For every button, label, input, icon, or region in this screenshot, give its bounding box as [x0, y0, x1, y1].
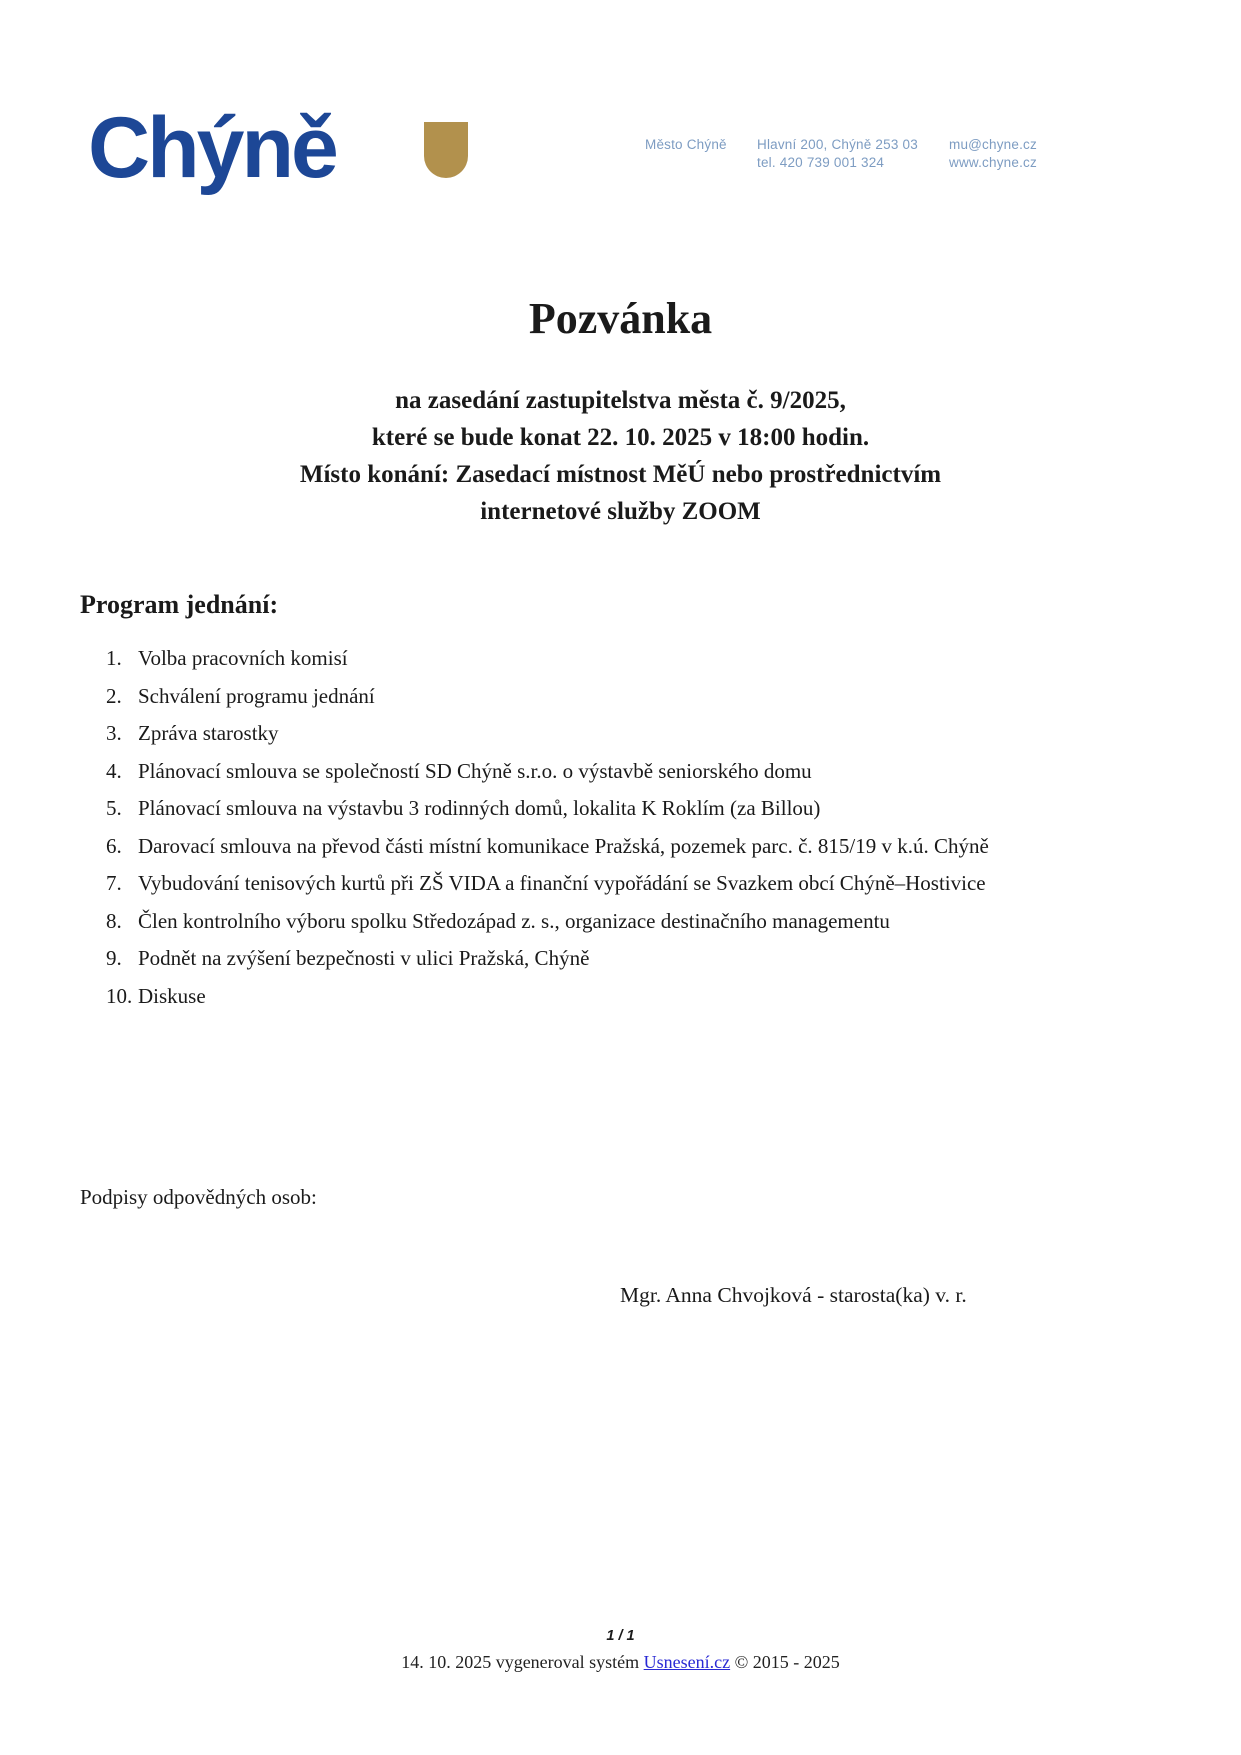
document-title: Pozvánka [528, 294, 713, 343]
logo-wordmark: Chýně [88, 100, 336, 196]
subtitle-line: Místo konání: Zasedací místnost MěÚ nebo prostřednictvím [299, 461, 942, 488]
generated-prefix: 14. 10. 2025 vygeneroval systém [401, 1652, 640, 1672]
website-text: www.chyne.cz [949, 155, 1037, 170]
page-indicator: 1 / 1 [606, 1628, 635, 1644]
signatures-label: Podpisy odpovědných osob: [80, 1185, 317, 1209]
org-name: Město Chýně [645, 137, 727, 152]
signer-name: Mgr. Anna Chvojková - starosta(ka) v. r. [620, 1283, 967, 1307]
agenda-item: Vybudování tenisových kurtů při ZŠ VIDA a finanční vypořádání se Svazkem obcí Chýně–Hostivice [138, 871, 986, 895]
agenda-item: Diskuse [138, 983, 206, 1008]
meeting-subtitle [0, 382, 1241, 530]
web-contact-block [949, 136, 1037, 172]
letterhead-contact-block [645, 136, 1037, 172]
agenda-item: Zpráva starostky [138, 721, 279, 745]
usneseni-link[interactable]: Usnesení.cz [643, 1652, 731, 1672]
generated-by-line [0, 1652, 1241, 1673]
subtitle-line: které se bude konat 22. 10. 2025 v 18:00 hodin. [371, 424, 870, 451]
agenda-item: Volba pracovních komisí [138, 646, 348, 670]
email-text: mu@chyne.cz [949, 137, 1037, 152]
phone-line: tel. 420 739 001 324 [757, 155, 885, 170]
agenda-item: Darovací smlouva na převod části místní komunikace Pražská, pozemek parc. č. 815/19 v k.ú. Chýně [138, 833, 989, 858]
agenda-item: Plánovací smlouva se společností SD Chýně s.r.o. o výstavbě seniorského domu [138, 758, 812, 783]
agenda-item: Plánovací smlouva na výstavbu 3 rodinných domů, lokalita K Roklím (za Billou) [138, 796, 821, 820]
logo-gold-accent-icon [424, 122, 468, 178]
agenda-item: Podnět na zvýšení bezpečnosti v ulici Pražská, Chýně [138, 946, 590, 970]
generated-suffix: © 2015 - 2025 [734, 1652, 840, 1672]
agenda-heading: Program jednání: [80, 590, 279, 619]
agenda-list [106, 640, 1018, 1015]
subtitle-line: na zasedání zastupitelstva města č. 9/2025, [395, 387, 846, 414]
address-block [757, 136, 925, 172]
agenda-item: Schválení programu jednání [138, 683, 375, 708]
town-logo [88, 100, 336, 196]
address-line: Hlavní 200, Chýně 253 03 [757, 137, 918, 152]
agenda-item: Člen kontrolního výboru spolku Středozápad z. s., organizace destinačního managementu [138, 908, 890, 933]
subtitle-line: internetové služby ZOOM [480, 498, 761, 525]
